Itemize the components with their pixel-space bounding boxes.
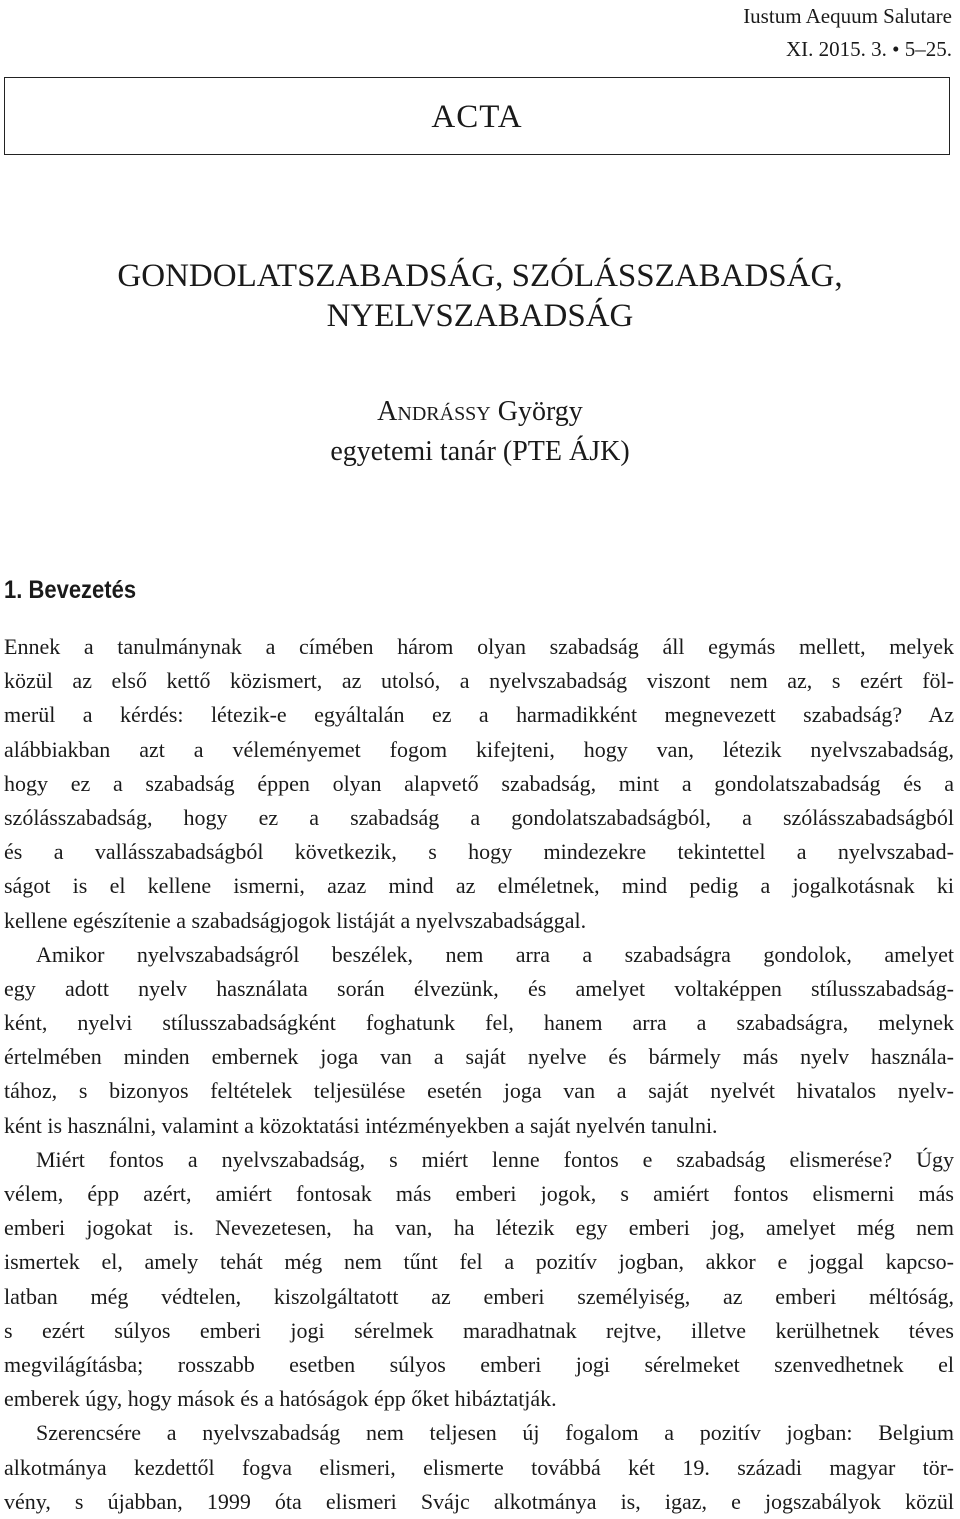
article-title <box>0 256 960 336</box>
paragraph <box>4 630 954 938</box>
text-line: emberek úgy, hogy mások és a hatóságok épp őket hibáztatják. <box>4 1386 557 1412</box>
title-line-1: GONDOLATSZABADSÁG, SZÓLÁSSZABADSÁG, <box>117 258 843 294</box>
text-line: s ezért súlyos emberi jogi sérelmek maradhatnak rejtve, illetve kerülhetnek téves <box>4 1317 954 1343</box>
text-line: Miért fontos a nyelvszabadság, s miért lenne fontos e szabadság elismerése? Úgy <box>36 1146 954 1172</box>
body-text <box>4 630 954 1519</box>
section-heading: 1. Bevezetés <box>4 576 137 604</box>
text-line: szólásszabadság, hogy ez a szabadság a gondolatszabadságból, a szólásszabadságból <box>4 804 954 830</box>
text-line: értelmében minden embernek joga van a saját nyelve és bármely más nyelv használa- <box>4 1044 954 1070</box>
text-line: kellene egészítenie a szabadságjogok listáját a nyelvszabadsággal. <box>4 907 587 933</box>
text-line: közül az első kettő közismert, az utolsó, a nyelvszabadság viszont nem az, s ezért föl- <box>4 668 954 694</box>
text-line: megvilágításba; rosszabb esetben súlyos emberi jogi sérelmeket szenvedhetnek el <box>4 1351 954 1377</box>
text-line: alábbiakban azt a véleményemet fogom kifejteni, hogy van, létezik nyelvszabadság, <box>4 736 954 762</box>
author-surname: Andrássy <box>377 396 491 427</box>
author-given-name: György <box>497 396 583 427</box>
section-label-box <box>4 77 950 155</box>
text-line: Amikor nyelvszabadságról beszélek, nem arra a szabadságra gondolok, amelyet <box>36 941 954 967</box>
text-line: Szerencsére a nyelvszabadság nem teljesen új fogalom a pozitív jogban: Belgium <box>36 1420 954 1446</box>
text-line: merül a kérdés: létezik-e egyáltalán ez a harmadikként megnevezett szabadság? Az <box>4 702 954 728</box>
text-line: ként, nyelvi stílusszabadságként foghatunk fel, hanem arra a szabadságra, melynek <box>4 1010 954 1036</box>
text-line: latban még védtelen, kiszolgáltatott az emberi személyiség, az emberi méltóság, <box>4 1283 954 1309</box>
text-line: vélem, épp azért, amiért fontosak más emberi jogok, s amiért fontos elismerni más <box>4 1181 954 1206</box>
paragraph <box>4 938 954 1143</box>
author-block <box>0 392 960 472</box>
text-line: Ennek a tanulmánynak a címében három olyan szabadság áll egymás mellett, melyek <box>4 634 954 659</box>
text-line: egy adott nyelv használata során élvezünk, és amelyet voltaképpen stílusszabadság- <box>4 975 954 1001</box>
paragraph <box>4 1416 954 1519</box>
text-line: alkotmánya kezdettől fogva elismeri, elismerte továbbá két 19. századi magyar tör- <box>4 1454 954 1480</box>
journal-citation <box>743 0 952 66</box>
author-affiliation: egyetemi tanár (PTE ÁJK) <box>330 436 630 467</box>
text-line: vény, s újabban, 1999 óta elismeri Svájc alkotmánya is, igaz, e jogszabályok közül <box>4 1488 954 1514</box>
text-line: ismertek el, amely tehát még nem tűnt fel a pozitív jogban, akkor e joggal kapcso- <box>4 1249 954 1275</box>
text-line: emberi jogokat is. Nevezetesen, ha van, ha létezik egy emberi jog, amelyet még nem <box>4 1215 954 1241</box>
paragraph <box>4 1143 954 1417</box>
title-line-2: NYELVSZABADSÁG <box>326 298 634 334</box>
author-name <box>0 392 960 432</box>
journal-name: Iustum Aequum Salutare <box>743 4 952 28</box>
text-line: és a vallásszabadságból következik, s hogy mindezekre tekintettel a nyelvszabad- <box>4 839 954 865</box>
section-label: ACTA <box>431 99 523 135</box>
text-line: tához, s bizonyos feltételek teljesülése esetén joga van a saját nyelvét hivatalos nyelv- <box>4 1078 954 1104</box>
journal-issue: XI. 2015. 3. • 5–25. <box>785 37 952 61</box>
text-line: hogy ez a szabadság éppen olyan alapvető szabadság, mint a gondolatszabadság és a <box>4 770 954 796</box>
text-line: ként is használni, valamint a közoktatási intézményekben a saját nyelvén tanulni. <box>4 1112 718 1138</box>
text-line: ságot is el kellene ismerni, azaz mind az elméletnek, mind pedig a jogalkotásnak ki <box>4 873 954 899</box>
